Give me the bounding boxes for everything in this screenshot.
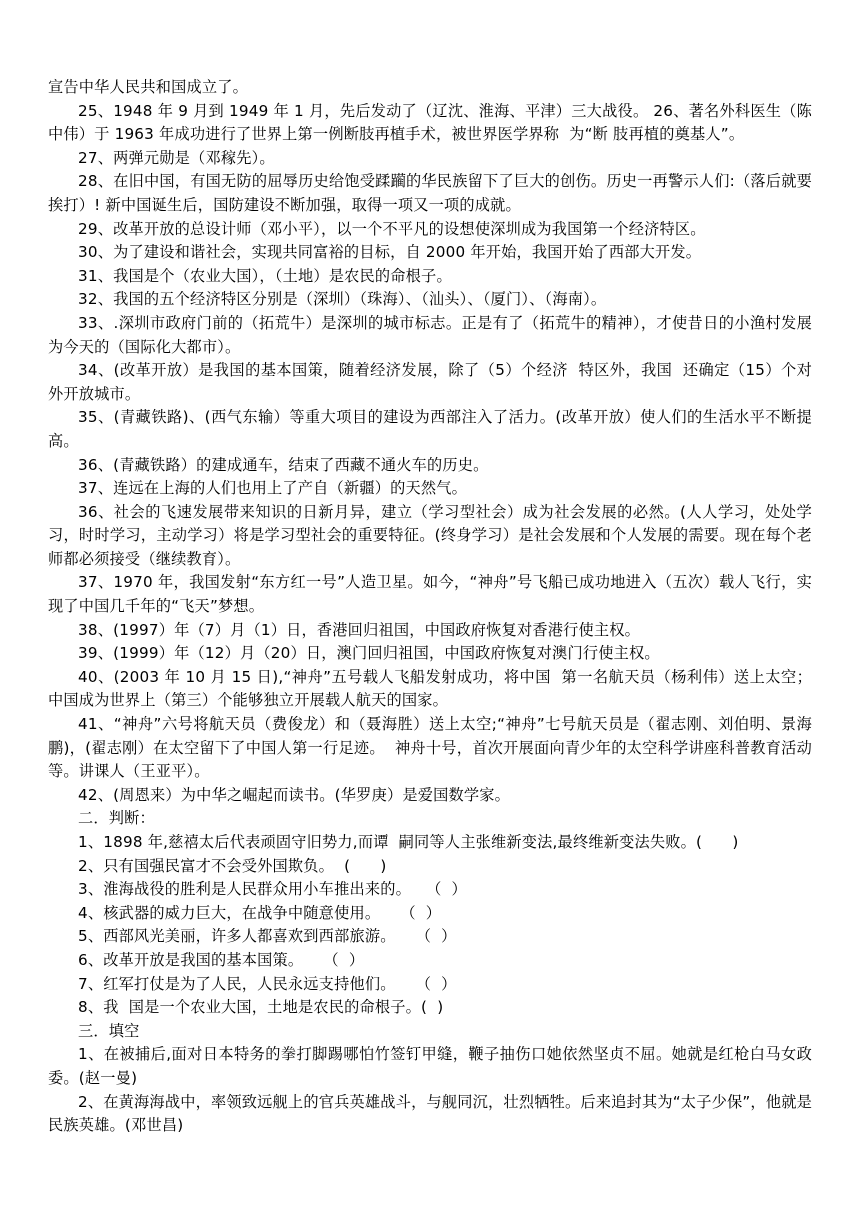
item-42: 42、(周恩来）为中华之崛起而读书。(华罗庚）是爱国数学家。 [78, 785, 511, 804]
item-28: 28、在旧中国，有国无防的屈辱历史给饱受蹂躏的华民族留下了巨大的创伤。历史一再警示人们:（落后就要挨打）! 新中国诞生后，国防建设不断加强，取得一项又一项的成就。 [48, 172, 812, 214]
item-37a: 37、连远在上海的人们也用上了产自（新疆）的天然气。 [78, 479, 468, 498]
fill-item-1: 1、在被捕后,面对日本特务的拳打脚踢哪怕竹签钉甲缝，鞭子抽伤口她依然坚贞不屈。她就是红枪白马女政委。(赵一曼) [48, 1045, 812, 1087]
item-27: 27、两弹元勋是（邓稼先）。 [78, 148, 275, 167]
text-line-0: 宣告中华人民共和国成立了。 [48, 78, 249, 96]
item-40: 40、(2003 年 10 月 15 日),“神舟”五号载人飞船发射成功，将中国 第一名航天员（杨利伟）送上太空；中国成为世界上（第三）个能够独立开展载人航天的国家。 [48, 667, 812, 710]
item-36a: 36、(青藏铁路）的建成通车，结束了西藏不通火车的历史。 [78, 455, 489, 474]
item-32: 32、我国的五个经济特区分别是（深圳）（珠海）、（汕头）、（厦门）、（海南）。 [78, 290, 607, 309]
judge-item-6: 6、改革开放是我国的基本国策。 （ ） [78, 950, 365, 969]
item-39: 39、(1999）年（12）月（20）日，澳门回归祖国，中国政府恢复对澳门行使主权。 [78, 644, 660, 663]
judge-item-1: 1、1898 年,慈禧太后代表顽固守旧势力,而谭 嗣同等人主张维新变法,最终维新变法失败。( ) [78, 833, 739, 851]
judge-item-8: 8、我 国是一个农业大国，土地是农民的命根子。( ) [78, 998, 444, 1017]
item-34: 34、(改革开放）是我国的基本国策，随着经济发展，除了（5）个经济 特区外，我国 还确定（15）个对外开放城市。 [48, 361, 812, 403]
section-heading-judge: 二．判断： [78, 809, 155, 828]
fill-item-2: 2、在黄海海战中，率领致远舰上的官兵英雄战斗，与舰同沉，壮烈牺牲。后来追封其为“太子少保”，他就是民族英雄。(邓世昌) [48, 1092, 812, 1135]
judge-item-2: 2、只有国强民富才不会受外国欺负。 ( ) [78, 856, 387, 875]
item-36b: 36、社会的飞速发展带来知识的日新月异，建立（学习型社会）成为社会发展的必然。(人人学习，处处学习，时时学习，主动学习）将是学习型社会的重要特征。(终身学习）是社会发展和个人发展的需要。现在每个老 师都必须接受（继续教育）。 [48, 502, 823, 568]
judge-item-5: 5、西部风光美丽，许多人都喜欢到西部旅游。 （ ） [78, 927, 457, 946]
item-35: 35、(青藏铁路)、(西气东输）等重大项目的建设为西部注入了活力。(改革开放）使人们的生活水平不断提高。 [48, 408, 812, 450]
item-30: 30、为了建设和谐社会，实现共同富裕的目标，自 2000 年开始，我国开始了西部大开发。 [78, 243, 702, 262]
judge-item-3: 3、淮海战役的胜利是人民群众用小车推出来的。 （ ） [78, 880, 467, 899]
item-41: 41、“神舟”六号将航天员（费俊龙）和（聂海胜）送上太空;“神舟”七号航天员是（翟志刚、刘伯明、景海鹏)，(翟志刚）在太空留下了中国人第一行足迹。 神舟十号，首次开展面向青少年的太空科学讲座科普教育活动等。讲课人（王亚平）。 [48, 715, 812, 781]
item-25-26: 25、1948 年 9 月到 1949 年 1 月，先后发动了（辽沈、淮海、平津）三大战役。 26、著名外科医生（陈中伟）于 1963 年成功进行了世界上第一例断肢再植手术，被世界医学界称 为“断 肢再植的奠基人”。 [48, 101, 812, 144]
item-31: 31、我国是个（农业大国），（土地）是农民的命根子。 [78, 266, 452, 285]
judge-item-7: 7、红军打仗是为了人民，人民永远支持他们。 （ ） [78, 974, 457, 993]
section-heading-fill: 三．填空 [78, 1021, 140, 1040]
document-page [48, 76, 823, 1138]
item-33: 33、.深圳市政府门前的（拓荒牛）是深圳的城市标志。正是有了（拓荒牛的精神），才使昔日的小渔村发展为今天的（国际化大都市）。 [48, 313, 812, 356]
item-29: 29、改革开放的总设计师（邓小平），以一个不平凡的设想使深圳成为我国第一个经济特区。 [78, 219, 706, 238]
item-38: 38、(1997）年（7）月（1）日，香港回归祖国，中国政府恢复对香港行使主权。 [78, 620, 641, 639]
item-37b: 37、1970 年，我国发射“东方红一号”人造卫星。如今，“神舟”号飞船已成功地进入（五次）载人飞行，实现了中国几千年的“飞天”梦想。 [48, 573, 812, 616]
judge-item-4: 4、核武器的威力巨大，在战争中随意使用。 （ ） [78, 903, 442, 922]
